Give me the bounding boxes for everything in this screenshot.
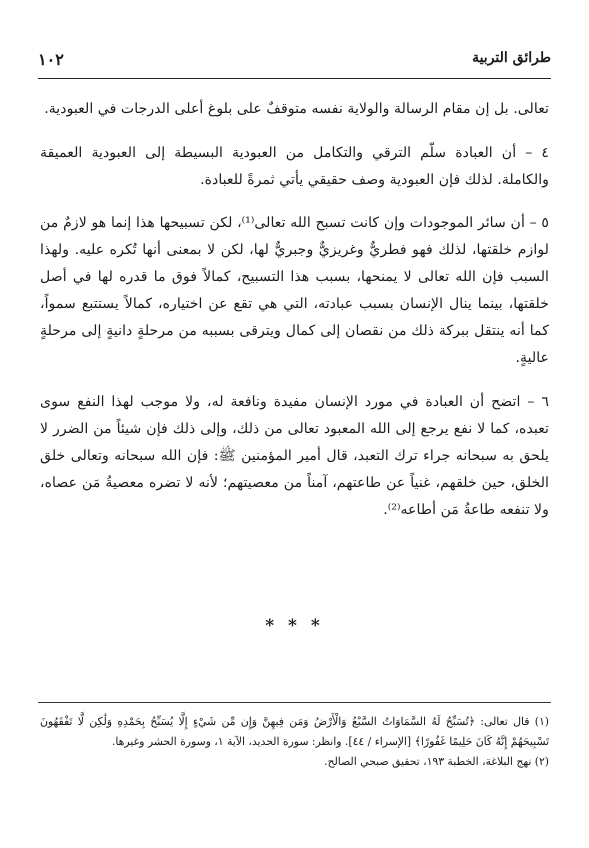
page-number: ١٠٢ [38,50,64,69]
paragraph: ٥ – أن سائر الموجودات وإن كانت تسبح الله تعالى⁽¹⁾، لكن تسبيحها هذا إنما هو لازمٌ من لوازم خلقتها، لذلك فهو فطريٌّ وغريزيٌّ وجبريٌّ لها، لكن لا بمعنى أنها تُكره عليه. ولهذا السبب فإن الله تعالى لا يمنحها، بسبب هذا التسبيح، كمالاً فوق ما قدره لها في أصل خلقتها، بينما ينال الإنسان بسبب عبادته، التي هي تقع عن اختياره، كمالاً يستتبع سمواً، كما أنه ينتقل ببركة ذلك من نقصان إلى كمال ويترقى بسببه من مرحلةٍ دانيةٍ إلى مرحلةٍ عاليةٍ. [40,215,549,366]
footnote-divider [38,702,551,703]
paragraph: تعالى. بل إن مقام الرسالة والولاية نفسه متوقفٌ على بلوغ أعلى الدرجات في العبودية. [44,101,549,117]
paragraph: ٤ – أن العبادة سلّم الترقي والتكامل من العبودية البسيطة إلى العبودية العميقة والكاملة. لذلك فإن العبودية وصف حقيقي يأتي ثمرةً للعبادة. [40,145,549,188]
footnotes [40,712,549,772]
footnote: (٢) نهج البلاغة، الخطبة ١٩٣، تحقيق صبحي الصالح. [324,755,549,768]
section-separator: * * * [265,616,324,636]
page-header [38,38,551,79]
running-title: طرائق التربية [472,50,551,66]
footnote: (١) قال تعالى: ﴿تُسَبِّحُ لَهُ السَّمَاوَاتُ السَّبْعُ وَالْأَرْضُ وَمَن فِيهِنَّ وَإِن مِّن شَيْءٍ إِلَّا يُسَبِّحُ بِحَمْدِهِ وَلَٰكِن لَّا تَفْقَهُونَ تَسْبِيحَهُمْ إِنَّهُ كَانَ حَلِيمًا غَفُورًا﴾ [الإسراء / ٤٤]. وانظر: سورة الحديد، الآية ١، وسورة الحشر وغيرها. [40,715,549,748]
main-text [40,96,549,541]
paragraph: ٦ – اتضح أن العبادة في مورد الإنسان مفيدة ونافعة له، ولا موجب لهذا النفع سوى تعبده، كما لا نفع يرجع إلى الله المعبود تعالى من ذلك، وإلى ذلك فإن شيئاً من الضرر لا يلحق به سبحانه جراء ترك التعبد، قال أمير المؤمنين ﷺ: فإن الله سبحانه وتعالى خلق الخلق، حين خلقهم، غنياً عن طاعتهم، آمناً من معصيتهم؛ لأنه لا تضره معصيةُ مَن عصاه، ولا تنفعه طاعةُ مَن أطاعه⁽²⁾. [40,394,549,518]
